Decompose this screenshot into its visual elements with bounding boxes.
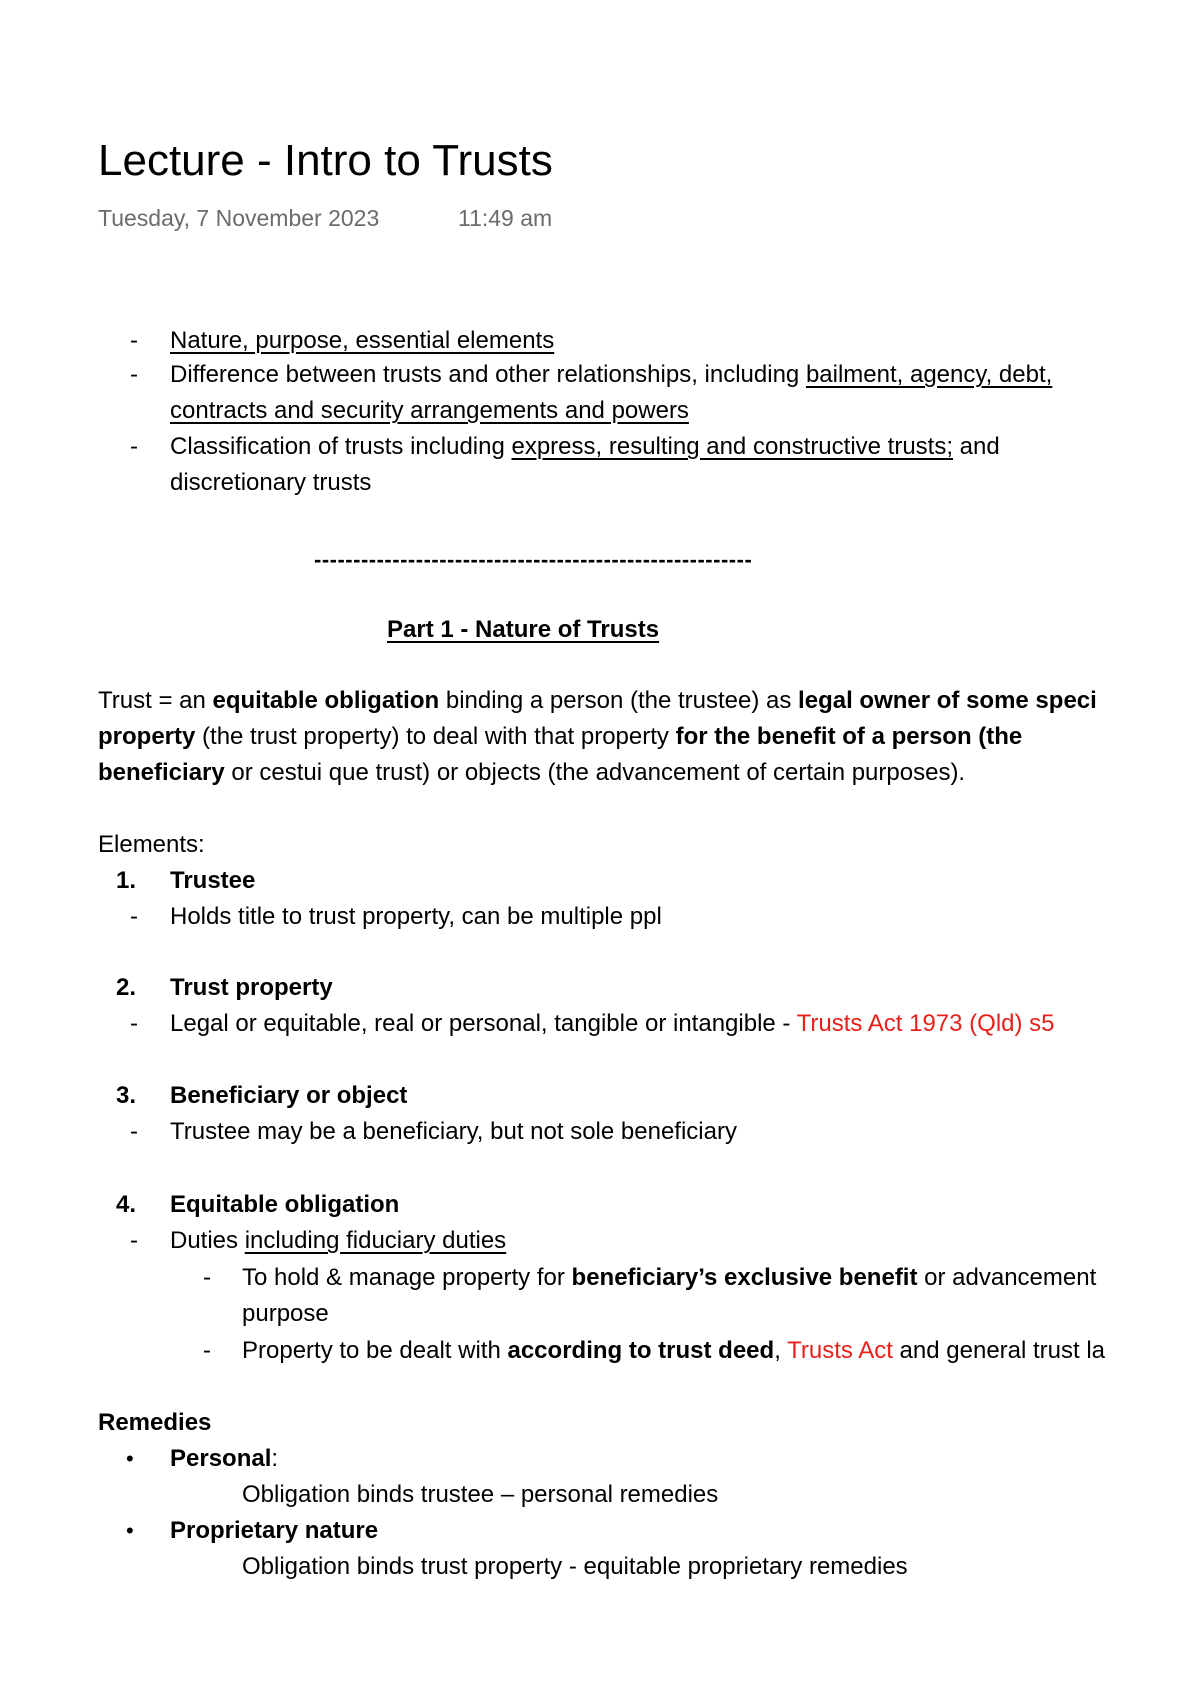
sub-detail-2	[242, 1336, 1105, 1366]
detail-text: and general trust la	[892, 1337, 1106, 1364]
statute-citation: Trusts Act 1973 (Qld) s5	[796, 1010, 1055, 1037]
topic-3-underlined: express, resulting and constructive trusts;	[511, 433, 954, 460]
remedy-proprietary-text: Obligation binds trust property - equitable proprietary remedies	[242, 1553, 908, 1580]
def-text: binding a person (the trustee) as	[439, 687, 799, 714]
topic-2-underlined-2: contracts and security arrangements and powers	[170, 397, 689, 424]
element-number: 2.	[116, 974, 137, 1001]
list-dash: -	[130, 433, 138, 460]
detail-bold: beneficiary’s exclusive benefit	[571, 1264, 918, 1291]
topic-3-end: and	[953, 433, 1000, 460]
detail-text: To hold & manage property for	[242, 1264, 572, 1291]
list-dash: -	[130, 1010, 138, 1037]
bullet: •	[126, 1446, 134, 1471]
topic-2-underlined: bailment, agency, debt,	[805, 361, 1053, 388]
element-number: 3.	[116, 1082, 137, 1109]
def-bold: property	[98, 723, 196, 750]
note-time: 11:49 am	[458, 205, 553, 231]
remedies-heading: Remedies	[98, 1409, 212, 1436]
remedy-colon: :	[271, 1445, 279, 1472]
detail-text: Duties	[170, 1227, 245, 1254]
page-title: Lecture - Intro to Trusts	[98, 136, 553, 185]
element-detail	[170, 1226, 506, 1256]
section-divider: --------------------------------------------------------	[314, 547, 753, 572]
def-bold: beneficiary	[98, 759, 225, 786]
list-dash: -	[130, 903, 138, 930]
definition-line-1	[98, 686, 1097, 716]
element-title: Trustee	[170, 867, 256, 894]
list-dash: -	[203, 1264, 211, 1291]
remedy-label: Personal	[170, 1445, 272, 1472]
detail-bold: according to trust deed	[507, 1337, 775, 1364]
definition-line-3	[98, 758, 965, 788]
detail-underlined: including fiduciary duties	[244, 1227, 507, 1254]
bullet: •	[126, 1518, 134, 1543]
sub-detail-1	[242, 1263, 1096, 1293]
remedy-proprietary-label: Proprietary nature	[170, 1517, 379, 1544]
topic-3	[170, 432, 1000, 462]
topic-2	[170, 360, 1052, 390]
remedy-personal-label	[170, 1444, 278, 1474]
element-detail: Holds title to trust property, can be multiple ppl	[170, 903, 662, 930]
topic-3-text: Classification of trusts including	[170, 433, 512, 460]
topic-1-text: Nature, purpose, essential elements	[170, 327, 555, 354]
element-title: Beneficiary or object	[170, 1082, 408, 1109]
list-dash: -	[130, 1227, 138, 1254]
detail-text: Property to be dealt with	[242, 1337, 508, 1364]
element-detail	[170, 1009, 1055, 1039]
list-dash: -	[203, 1337, 211, 1364]
topic-1	[170, 326, 554, 356]
def-bold: legal owner of some speci	[798, 687, 1097, 714]
element-title: Trust property	[170, 974, 333, 1001]
part-1-heading: Part 1 - Nature of Trusts	[387, 616, 660, 643]
list-dash: -	[130, 327, 138, 354]
detail-text: or advancement	[917, 1264, 1097, 1291]
def-text: or cestui que trust) or objects (the advancement of certain purposes).	[224, 759, 966, 786]
element-detail: Trustee may be a beneficiary, but not sole beneficiary	[170, 1118, 737, 1145]
list-dash: -	[130, 1118, 138, 1145]
def-bold: for the benefit of a person (the	[675, 723, 1023, 750]
sub-detail-1-line2: purpose	[242, 1300, 329, 1327]
topic-2-line2	[170, 396, 689, 426]
def-text: Trust = an	[98, 687, 213, 714]
statute-citation: Trusts Act	[787, 1337, 893, 1364]
list-dash: -	[130, 361, 138, 388]
detail-text: Legal or equitable, real or personal, tangible or intangible -	[170, 1010, 797, 1037]
detail-text: ,	[774, 1337, 788, 1364]
def-text: (the trust property) to deal with that property	[195, 723, 676, 750]
element-number: 4.	[116, 1191, 137, 1218]
def-bold: equitable obligation	[212, 687, 440, 714]
element-number: 1.	[116, 867, 137, 894]
element-title: Equitable obligation	[170, 1191, 400, 1218]
remedy-personal-text: Obligation binds trustee – personal remedies	[242, 1481, 719, 1508]
elements-label: Elements:	[98, 831, 205, 858]
topic-3-line2: discretionary trusts	[170, 469, 372, 496]
topic-2-text: Difference between trusts and other relationships, including	[170, 361, 806, 388]
definition-line-2	[98, 722, 1022, 752]
note-date: Tuesday, 7 November 2023	[98, 205, 380, 231]
